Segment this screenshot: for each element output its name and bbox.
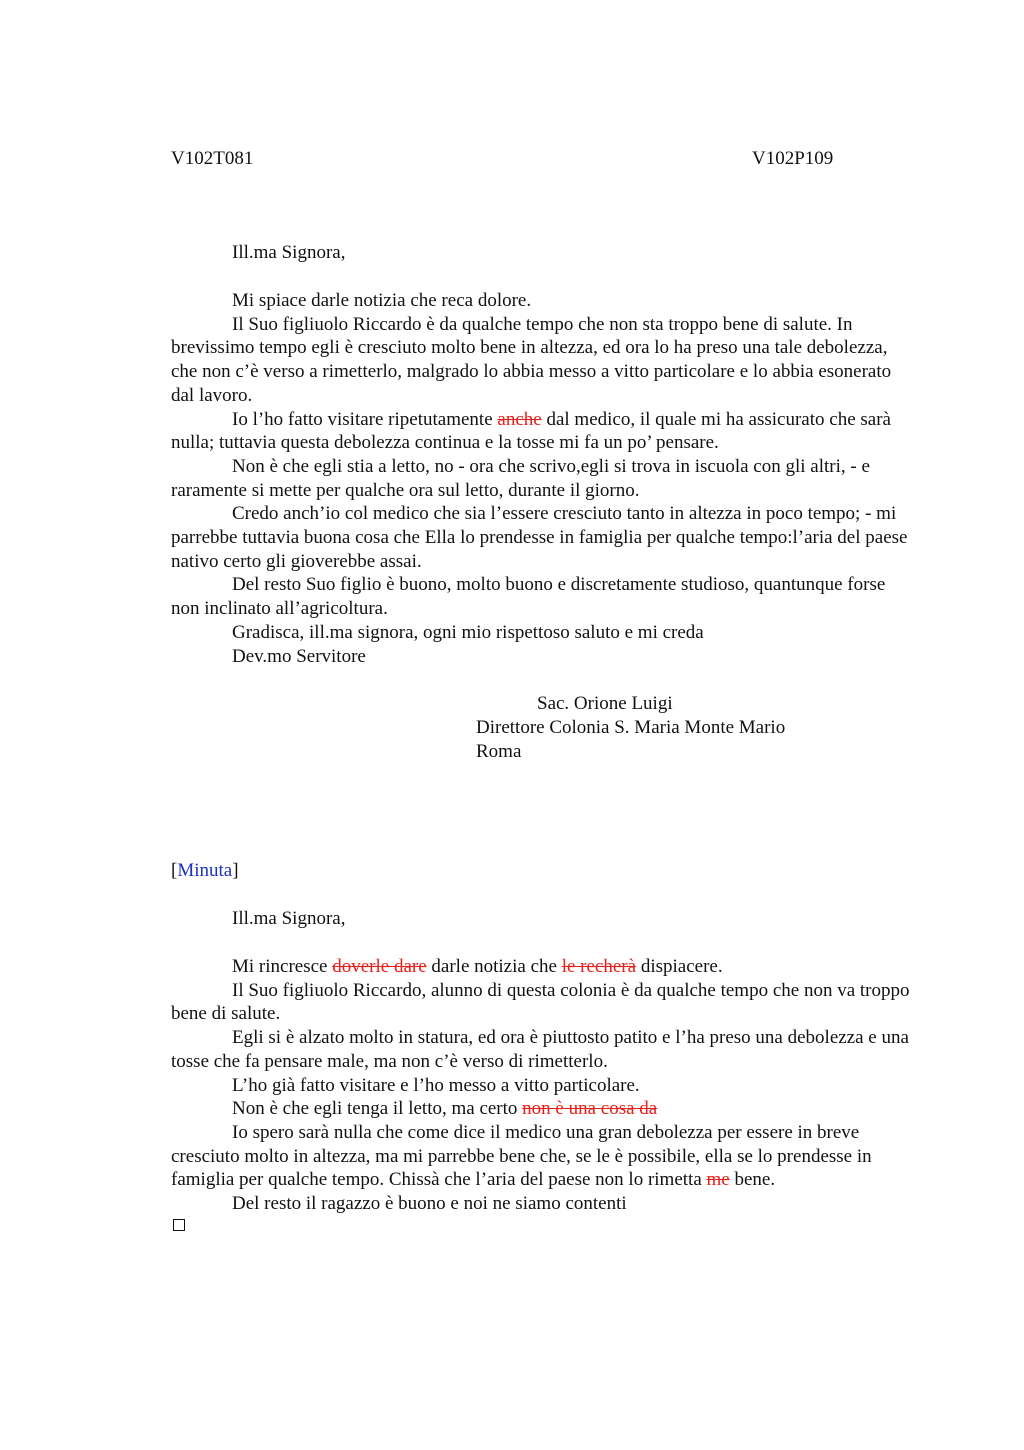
letter-paragraph-6: Del resto Suo figlio è buono, molto buono e discretamente studioso, quantunque forse non inclinato all’agricoltura. bbox=[171, 574, 886, 620]
letter-paragraph-2: Il Suo figliuolo Riccardo è da qualche tempo che non sta troppo bene di salute. In brevissimo tempo egli è cresciuto molto bene in altezza, ed ora lo ha preso una tale debolezza, che non c’è verso a rimetterlo, malgrado lo abbia messo a vitto particolare e lo abbia esonerato dal lavoro. bbox=[171, 313, 892, 406]
letter-paragraph-4: Non è che egli stia a letto, no - ora che scrivo,egli si trova in iscuola con gli altri, - e raramente si mette per qualche ora sul letto, durante il giorno. bbox=[171, 455, 870, 501]
letter-paragraph-3-text-a: Io l’ho fatto visitare ripetutamente bbox=[232, 408, 498, 430]
draft-deletion-doverle-dare: doverle dare bbox=[332, 956, 427, 977]
draft-deletion-me: me bbox=[706, 1169, 730, 1191]
draft-p5-text-a: Non è che egli tenga il letto, ma certo bbox=[232, 1098, 523, 1120]
header-left-code: V102T081 bbox=[171, 148, 254, 169]
draft-p6-text-a: Io spero sarà nulla che come dice il medico una gran debolezza per essere in breve cresciuto molto in altezza, ma mi parrebbe bene che, se le è possibile, ella se lo prendesse in famiglia per qualche tempo. Chissà che l’aria del paese non lo rimetta bbox=[171, 1121, 872, 1191]
draft-paragraph-4: L’ho già fatto visitare e l’ho messo a vitto particolare. bbox=[232, 1074, 640, 1096]
draft-paragraph-5 bbox=[171, 1097, 916, 1121]
letter-paragraph-7: Gradisca, ill.ma signora, ogni mio rispettoso saluto e mi creda bbox=[232, 621, 704, 643]
draft-p1-text-c: dispiacere. bbox=[636, 956, 723, 977]
draft-deletion-le-rechera: le recherà bbox=[561, 956, 637, 977]
draft-open-bracket: [ bbox=[171, 860, 178, 881]
draft-close-bracket: ] bbox=[232, 860, 239, 881]
signature-place: Roma bbox=[476, 741, 522, 762]
letter-body bbox=[171, 289, 916, 668]
draft-salutation-block bbox=[171, 907, 916, 931]
letter-paragraph-1: Mi spiace darle notizia che reca dolore. bbox=[232, 290, 532, 311]
signature-name: Sac. Orione Luigi bbox=[537, 693, 673, 714]
letter-paragraph-3 bbox=[171, 408, 916, 455]
letter-closing: Dev.mo Servitore bbox=[232, 645, 366, 667]
draft-paragraph-6 bbox=[171, 1121, 916, 1192]
draft-paragraph-2: Il Suo figliuolo Riccardo, alunno di questa colonia è da qualche tempo che non va troppo bene di salute. bbox=[171, 979, 910, 1025]
draft-paragraph-3: Egli si è alzato molto in statura, ed ora è piuttosto patito e l’ha preso una debolezza e una tosse che fa pensare male, ma non c’è verso di rimetterlo. bbox=[171, 1027, 909, 1072]
draft-paragraph-7: Del resto il ragazzo è buono e noi ne siamo contenti bbox=[232, 1193, 627, 1215]
draft-deletion-non-e-una-cosa-da: non è una cosa da bbox=[522, 1098, 658, 1120]
draft-paragraph-1 bbox=[171, 955, 916, 979]
letter-paragraph-3-text-b: dal medico, il quale mi ha assicurato che sarà nulla; tuttavia questa debolezza continua e la tosse mi fa un po’ pensare. bbox=[171, 408, 891, 454]
draft-salutation: Ill.ma Signora, bbox=[232, 908, 346, 929]
letter-paragraph-5: Credo anch’io col medico che sia l’essere cresciuto tanto in altezza in poco tempo; - mi parrebbe tuttavia buona cosa che Ella lo prendesse in famiglia per qualche tempo:l’aria del paese nativo certo gli gioverebbe assai. bbox=[171, 503, 908, 572]
end-square-icon bbox=[173, 1219, 185, 1231]
signature-block bbox=[476, 692, 785, 764]
signature-title: Direttore Colonia S. Maria Monte Mario bbox=[476, 717, 786, 738]
header-right-code: V102P109 bbox=[752, 148, 834, 169]
draft-body bbox=[171, 955, 916, 1216]
draft-p6-text-b: bene. bbox=[729, 1169, 776, 1191]
draft-p1-text-b: darle notizia che bbox=[426, 956, 562, 977]
draft-p1-text-a: Mi rincresce bbox=[232, 956, 333, 977]
letter-salutation: Ill.ma Signora, bbox=[232, 242, 346, 263]
letter-salutation-block bbox=[171, 241, 916, 265]
letter-deletion-anche: anche bbox=[497, 408, 542, 430]
draft-label: Minuta bbox=[177, 860, 233, 881]
draft-heading bbox=[171, 859, 916, 883]
